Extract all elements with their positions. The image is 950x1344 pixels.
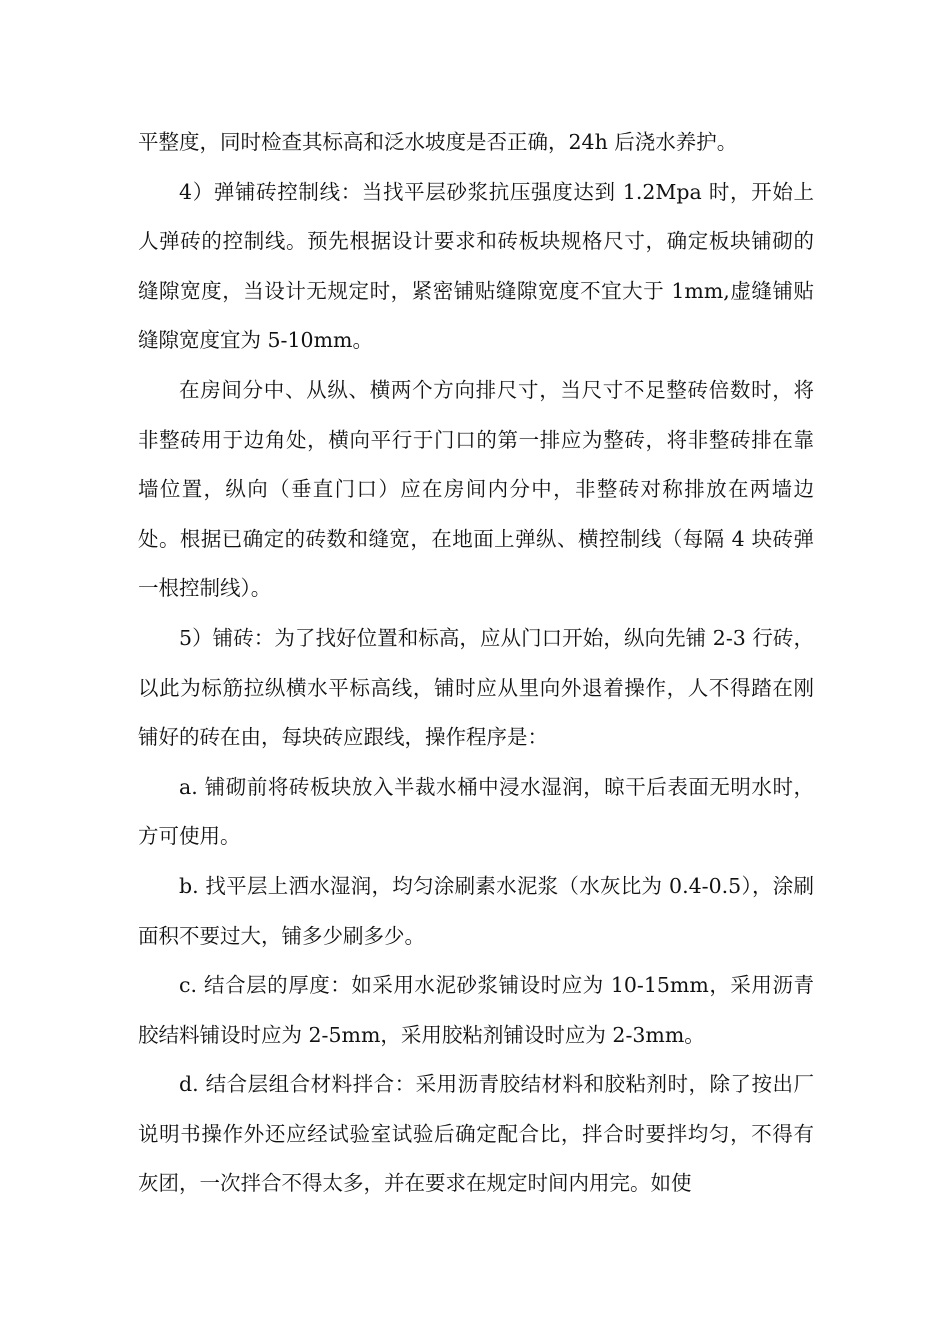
paragraph-snap-control-lines: 4）弹铺砖控制线：当找平层砂浆抗压强度达到 1.2Mpa 时，开始上人弹砖的控制线。预先根据设计要求和砖板块规格尺寸，确定板块铺砌的缝隙宽度，当设计无规定时，紧密铺贴缝隙宽度不宜大于 1mm,虚缝铺贴缝隙宽度宜为 5-10mm。 xyxy=(138,179,814,353)
paragraph-laying-tiles: 5）铺砖：为了找好位置和标高，应从门口开始，纵向先铺 2-3 行砖，以此为标筋拉纵横水平标高线，铺时应从里向外退着操作，人不得踏在刚铺好的砖在由，每块砖应跟线，操作程序是： xyxy=(138,625,814,750)
paragraph-step-c: c. 结合层的厚度：如采用水泥砂浆铺设时应为 10-15mm，采用沥青胶结料铺设时应为 2-5mm，采用胶粘剂铺设时应为 2-3mm。 xyxy=(138,973,814,1047)
paragraph-room-layout: 在房间分中、从纵、横两个方向排尺寸，当尺寸不足整砖倍数时，将非整砖用于边角处，横向平行于门口的第一排应为整砖，将非整砖排在靠墙位置，纵向（垂直门口）应在房间内分中，非整砖对称排放在两墙边处。根据已确定的砖数和缝宽，在地面上弹纵、横控制线（每隔 4 块砖弹一根控制线）。 xyxy=(138,377,814,601)
paragraph-step-d: d. 结合层组合材料拌合：采用沥青胶结材料和胶粘剂时，除了按出厂说明书操作外还应经试验室试验后确定配合比，拌合时要拌均匀，不得有灰团，一次拌合不得太多，并在要求在规定时间内用完。如使 xyxy=(138,1072,814,1196)
paragraph-step-a: a. 铺砌前将砖板块放入半裁水桶中浸水湿润，晾干后表面无明水时，方可使用。 xyxy=(138,774,814,849)
paragraph-step-b: b. 找平层上洒水湿润，均匀涂刷素水泥浆（水灰比为 0.4-0.5），涂刷面积不要过大，铺多少刷多少。 xyxy=(138,873,814,948)
body-text xyxy=(138,118,814,1209)
paragraph-continuation: 平整度，同时检查其标高和泛水坡度是否正确，24h 后浇水养护。 xyxy=(138,130,738,154)
